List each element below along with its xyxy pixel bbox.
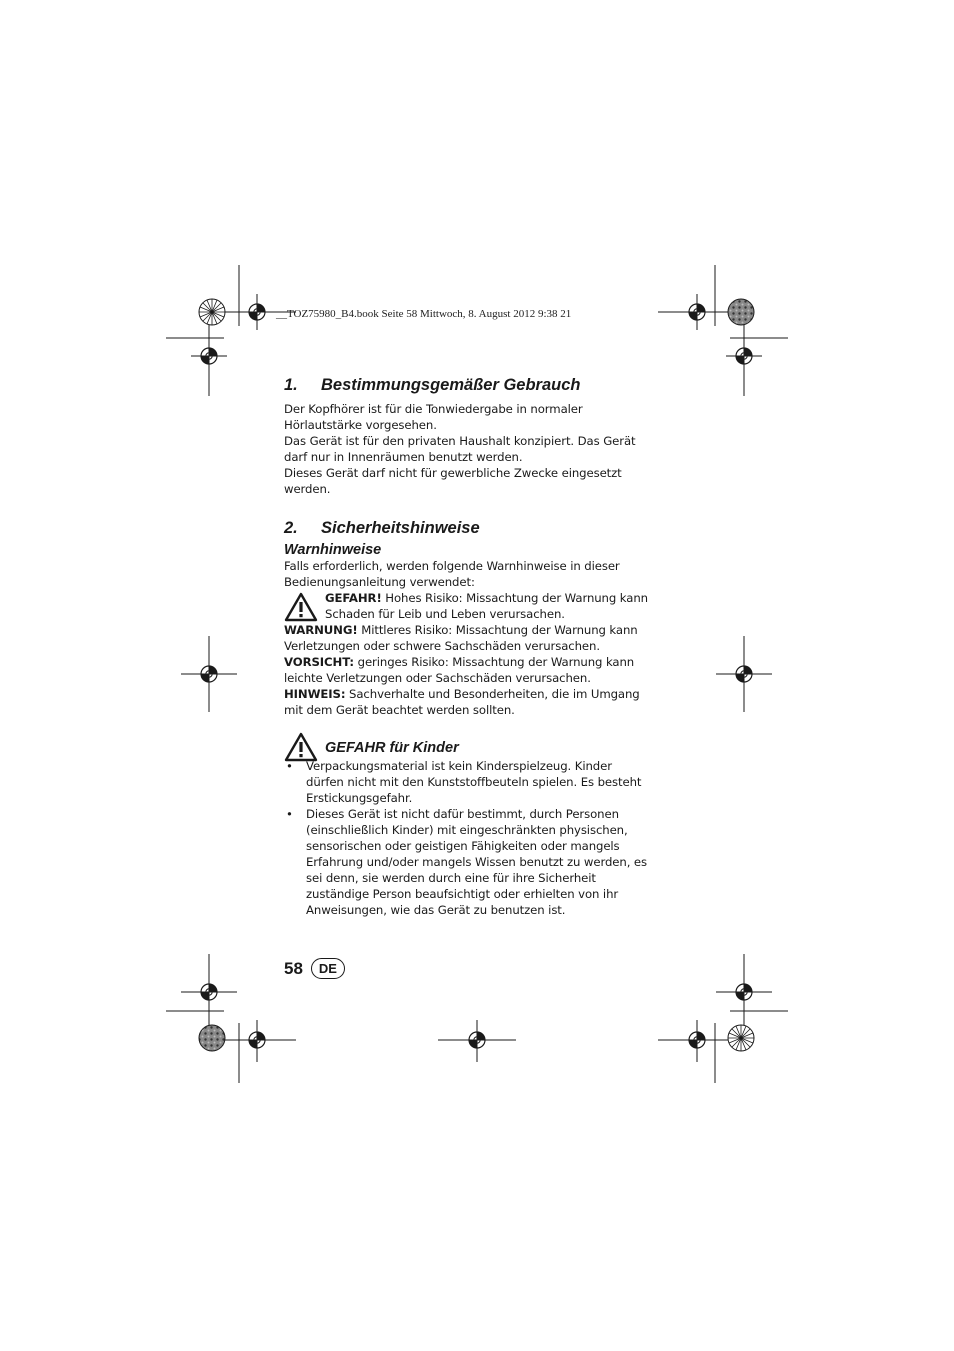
- paragraph: Das Gerät ist für den privaten Haushalt konzipiert. Das Gerät darf nur in Innenräumen benutzt werden.: [284, 434, 636, 464]
- language-badge: DE: [311, 958, 345, 979]
- kinder-heading: [284, 732, 650, 758]
- warning-text: geringes Risiko: Missachtung der Warnung kann leichte Verletzungen oder Sachschäden verursachen.: [284, 655, 635, 685]
- warning-vorsicht: [284, 654, 650, 686]
- section-number: 2.: [284, 519, 298, 537]
- section-number: 1.: [284, 376, 298, 394]
- warning-warnung: [284, 622, 650, 654]
- star-target: [728, 1025, 754, 1051]
- bullet-list: [284, 758, 650, 918]
- warning-label: HINWEIS:: [284, 687, 346, 701]
- list-item: • Dieses Gerät ist nicht dafür bestimmt, durch Personen (einschließlich Kinder) mit eingeschränkten physischen, sensorischen oder geistigen Fähigkeiten oder mangels Erfahrung und/oder mangels Wissen benutzt zu werden, es sei denn, sie werden durch eine für ihre Sicherheit zuständige Person beaufsichtigt oder erhielten von ihr Anweisungen, wie das Gerät zu benutzen ist.: [286, 807, 648, 917]
- star-target: [199, 299, 225, 325]
- warning-label: GEFAHR!: [325, 591, 382, 605]
- section-title: Sicherheitshinweise: [321, 519, 480, 537]
- kinder-title: GEFAHR für Kinder: [325, 740, 459, 756]
- page-number: 58: [284, 958, 303, 978]
- warning-triangle-icon: [284, 592, 318, 622]
- paragraph: Falls erforderlich, werden folgende Warnhinweise in dieser Bedienungsanleitung verwendet:: [284, 559, 620, 589]
- section-heading-2: [284, 519, 650, 538]
- warning-gefahr: [284, 590, 650, 622]
- warning-label: VORSICHT:: [284, 655, 355, 669]
- section-heading-1: [284, 376, 650, 395]
- paragraph: Dieses Gerät darf nicht für gewerbliche Zwecke eingesetzt werden.: [284, 466, 622, 496]
- gray-target: [728, 299, 754, 325]
- bullet-icon: •: [286, 807, 293, 821]
- section-title: Bestimmungsgemäßer Gebrauch: [321, 376, 581, 394]
- warning-text: Sachverhalte und Besonderheiten, die im Umgang mit dem Gerät beachtet werden sollten.: [284, 687, 640, 717]
- bullet-icon: •: [286, 759, 293, 773]
- page-content: [284, 376, 650, 918]
- subheading-warnhinweise: Warnhinweise: [284, 542, 382, 558]
- page-footer: [284, 958, 345, 979]
- list-item: • Verpackungsmaterial ist kein Kinderspielzeug. Kinder dürfen nicht mit den Kunststoffbeuteln spielen. Es besteht Erstickungsgefahr.: [286, 759, 642, 805]
- warning-label: WARNUNG!: [284, 623, 358, 637]
- gray-target: [199, 1025, 225, 1051]
- print-slug: __TOZ75980_B4.book Seite 58 Mittwoch, 8. August 2012 9:38 21: [276, 308, 572, 320]
- warning-hinweis: [284, 686, 650, 718]
- warning-text: Mittleres Risiko: Missachtung der Warnung kann Verletzungen oder schwere Sachschäden verursachen.: [284, 623, 638, 653]
- warning-text: Hohes Risiko: Missachtung der Warnung kann Schaden für Leib und Leben verursachen.: [325, 591, 648, 621]
- paragraph: Der Kopfhörer ist für die Tonwiedergabe in normaler Hörlautstärke vorgesehen.: [284, 402, 583, 432]
